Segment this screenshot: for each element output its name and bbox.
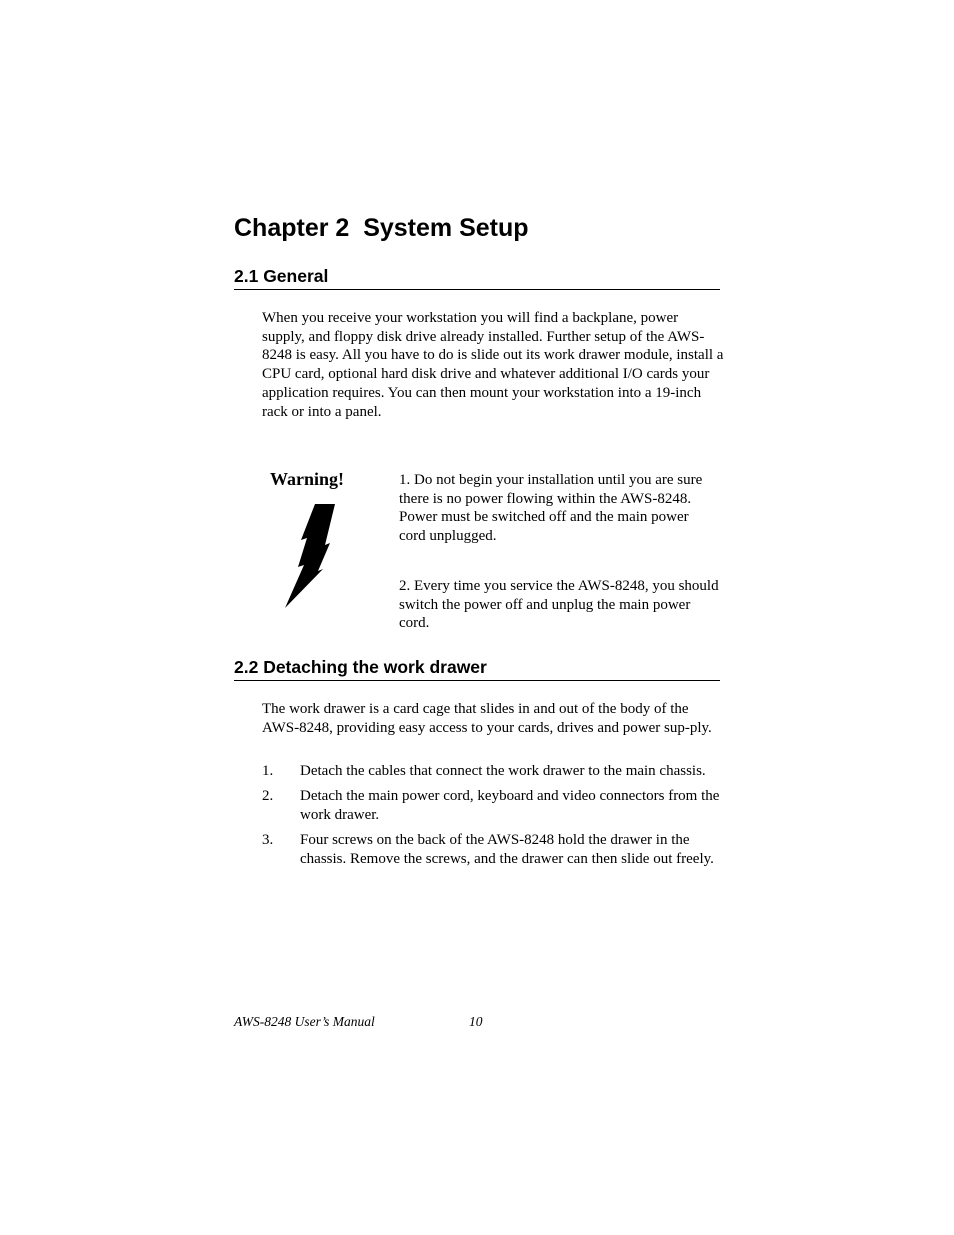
lightning-bolt-icon: [282, 503, 338, 609]
general-paragraph: When you receive your workstation you will find a backplane, power supply, and floppy disk drive already installed. Further setup of the AWS-8248 is easy. All you have to do is slide out its work drawer module, install a CPU card, optional hard disk drive and whatever additional I/O cards your application requires. You can then mount your workstation into a 19-inch rack or into a panel.: [262, 310, 724, 420]
warning-label: Warning!: [270, 469, 345, 489]
footer-manual-title: AWS-8248 User’s Manual: [234, 1014, 375, 1029]
step-text: Detach the main power cord, keyboard and video connectors from the work drawer.: [300, 788, 720, 823]
section-heading-general: 2.1 General: [234, 266, 720, 290]
step-number: 3.: [262, 832, 274, 848]
chapter-title: Chapter 2 System Setup: [234, 214, 529, 242]
step-text: Detach the cables that connect the work drawer to the main chassis.: [300, 763, 706, 779]
detaching-paragraph: The work drawer is a card cage that slides in and out of the body of the AWS-8248, providing easy access to your cards, drives and power sup-ply.: [262, 701, 712, 736]
step-number: 2.: [262, 788, 274, 804]
step-text: Four screws on the back of the AWS-8248 hold the drawer in the chassis. Remove the screws, and the drawer can then slide out freely.: [300, 832, 714, 867]
footer-page-number: 10: [469, 1014, 483, 1029]
warning-item-2: 2. Every time you service the AWS-8248, you should switch the power off and unplug the main power cord.: [399, 578, 719, 632]
warning-item-1: 1. Do not begin your installation until you are sure there is no power flowing within the AWS-8248. Power must be switched off and the main power cord unplugged.: [399, 472, 703, 545]
section-heading-detaching: 2.2 Detaching the work drawer: [234, 657, 720, 681]
step-number: 1.: [262, 763, 274, 779]
